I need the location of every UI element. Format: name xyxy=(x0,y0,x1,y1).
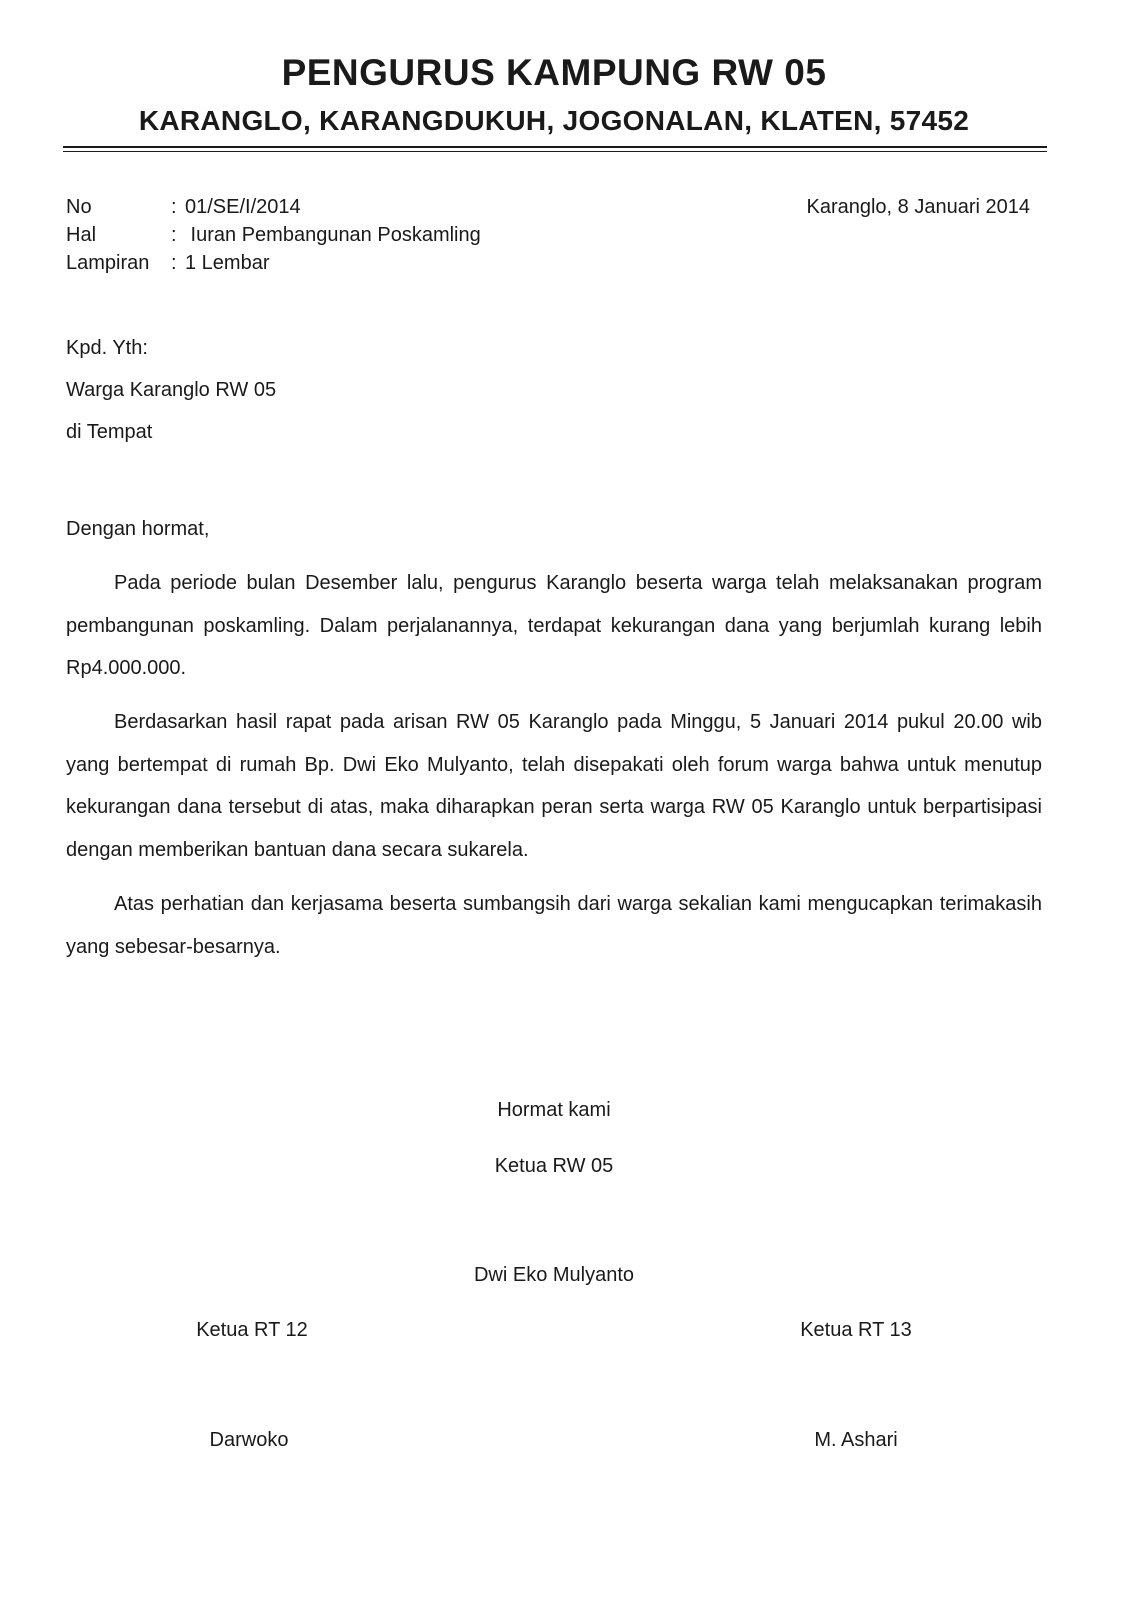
closing-chair-title: Ketua RW 05 xyxy=(494,1155,614,1177)
meta-colon-lampiran: : xyxy=(171,252,177,274)
meta-colon-hal: : xyxy=(171,224,177,246)
recipient-salutation: Kpd. Yth: xyxy=(66,337,148,359)
letterhead-divider-thick xyxy=(63,146,1047,148)
meta-label-lampiran: Lampiran xyxy=(66,252,150,274)
letterhead-address: KARANGLO, KARANGDUKUH, JOGONALAN, KLATEN, 57452 xyxy=(138,105,970,136)
meta-colon-no: : xyxy=(171,196,177,218)
signatory-name: M. Ashari xyxy=(814,1429,898,1451)
body-paragraph: Pada periode bulan Desember lalu, pengurus Karanglo beserta warga telah melaksanakan program pembangunan poskamling. Dalam perjalanannya, terdapat kekurangan dana yang berjumlah kurang lebih Rp4.000.000. xyxy=(66,572,1042,679)
meta-value-no: 01/SE/I/2014 xyxy=(185,196,301,218)
place-date: Karanglo, 8 Januari 2014 xyxy=(806,196,1030,218)
signatory-title: Ketua RT 12 xyxy=(196,1319,308,1341)
recipient-name: Warga Karanglo RW 05 xyxy=(66,379,277,401)
meta-label-no: No xyxy=(66,196,92,218)
recipient-place: di Tempat xyxy=(66,421,153,443)
meta-value-hal: Iuran Pembangunan Poskamling xyxy=(185,224,481,246)
signatory-name: Darwoko xyxy=(209,1429,289,1451)
body-paragraph: Berdasarkan hasil rapat pada arisan RW 05 Karanglo pada Minggu, 5 Januari 2014 pukul 20.00 wib yang bertempat di rumah Bp. Dwi Eko Mulyanto, telah disepakati oleh forum warga bahwa untuk menutup kekurangan dana tersebut di atas, maka diharapkan peran serta warga RW 05 Karanglo untuk berpartisipasi dengan memberikan bantuan dana secara sukarela. xyxy=(66,711,1042,861)
closing-chair-name: Dwi Eko Mulyanto xyxy=(473,1264,635,1286)
letterhead-title: PENGURUS KAMPUNG RW 05 xyxy=(281,52,827,93)
letterhead-divider-thin xyxy=(63,151,1047,152)
closing-regards: Hormat kami xyxy=(497,1099,611,1121)
meta-label-hal: Hal xyxy=(66,224,97,246)
greeting: Dengan hormat, xyxy=(66,518,210,540)
body-paragraph: Atas perhatian dan kerjasama beserta sumbangsih dari warga sekalian kami mengucapkan terimakasih yang sebesar-besarnya. xyxy=(66,893,1042,958)
meta-value-lampiran: 1 Lembar xyxy=(185,252,270,274)
signatory-title: Ketua RT 13 xyxy=(800,1319,912,1341)
